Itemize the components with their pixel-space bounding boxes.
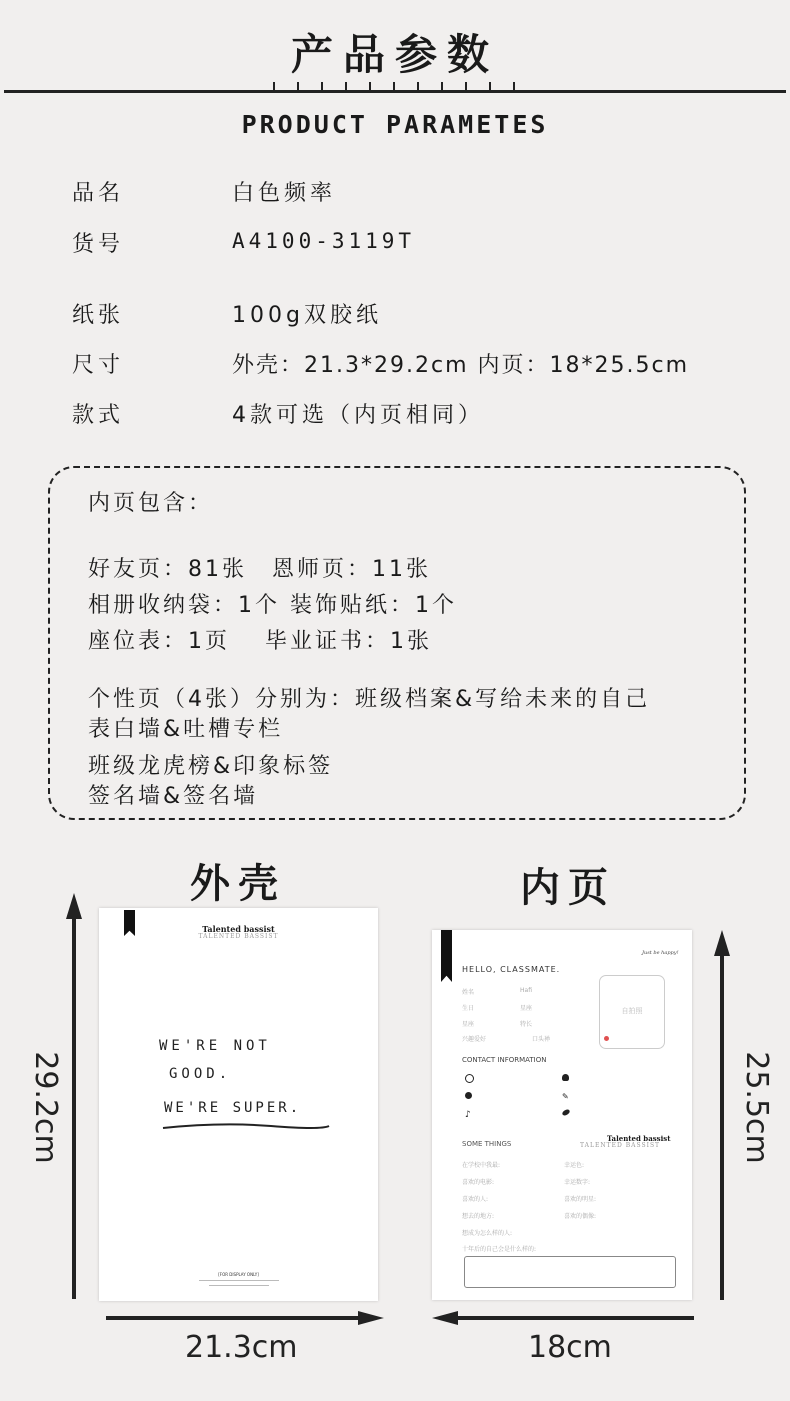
includes-line: 个性页（4张）分别为：班级档案&写给未来的自己 [88, 687, 651, 712]
inner-field: Hafi [520, 987, 532, 994]
cover-brand-sub: TALENTED BASSIST [198, 933, 279, 940]
inner-brand: Talented bassist [607, 1134, 671, 1143]
answer-box [464, 1256, 676, 1288]
param-value-sku: A4100-3119T [232, 229, 416, 253]
qq-icon [465, 1074, 474, 1083]
things-field: 喜欢的明星: [564, 1196, 597, 1203]
inner-height-arrow [708, 930, 738, 1300]
wechat-icon [562, 1074, 569, 1081]
includes-heading: 内页包含： [88, 491, 214, 516]
inner-page-image [432, 930, 692, 1300]
cover-slogan-line: GOOD. [169, 1066, 232, 1082]
things-field: 喜欢的电影: [462, 1179, 495, 1186]
contact-heading: CONTACT INFORMATION [462, 1056, 547, 1064]
things-field: 想去的地方: [462, 1213, 495, 1220]
inner-width-arrow [432, 1308, 694, 1328]
rule-tick [489, 82, 491, 90]
cover-slogan-line: WE'RE SUPER. [164, 1100, 302, 1116]
inner-field: 特长 [520, 1021, 533, 1028]
param-label-style: 款式 [72, 403, 125, 428]
inner-field: 姓名 [462, 989, 475, 996]
things-field: 在学校中我最: [462, 1162, 501, 1169]
includes-line: 好友页：81张 恩师页：11张 [88, 557, 431, 582]
includes-line: 相册收纳袋：1个 装饰贴纸：1个 [88, 593, 457, 618]
rule-tick [465, 82, 467, 90]
rule-tick [273, 82, 275, 90]
inner-field: 口头禅 [532, 1036, 551, 1043]
includes-line: 座位表：1页 毕业证书：1张 [88, 629, 432, 654]
param-value-name: 白色频率 [232, 181, 337, 206]
rule-tick [441, 82, 443, 90]
inner-hello: HELLO, CLASSMATE. [462, 965, 561, 974]
rule-tick [369, 82, 371, 90]
cover-footer-line [209, 1285, 269, 1286]
things-field: 喜欢的偶像: [564, 1213, 597, 1220]
cover-footer-line [199, 1280, 279, 1281]
things-field: 幸运数字: [564, 1179, 591, 1186]
bookmark-ribbon [441, 930, 452, 982]
inner-field: 兴趣爱好 [462, 1036, 487, 1043]
param-label-paper: 纸张 [72, 303, 125, 328]
param-value-style: 4款可选（内页相同） [232, 403, 484, 428]
inner-field: 星座 [520, 1005, 533, 1012]
includes-line: 表白墙&吐槽专栏 [88, 717, 284, 742]
param-value-paper: 100g双胶纸 [232, 303, 382, 328]
cover-footer-note: [FOR DISPLAY ONLY] [218, 1272, 259, 1277]
things-field: 喜欢的人: [462, 1196, 489, 1203]
things-field: 想成为怎么样的人: [462, 1230, 513, 1237]
inner-heading: 内页 [520, 864, 616, 911]
weibo-icon [465, 1092, 472, 1099]
cover-height-arrow [60, 893, 90, 1299]
cover-image [99, 908, 378, 1301]
cover-width-arrow [106, 1308, 384, 1328]
cover-slogan-line: WE'RE NOT [159, 1038, 271, 1054]
rule-tick [297, 82, 299, 90]
rule-tick [321, 82, 323, 90]
rule-tick [393, 82, 395, 90]
heart-icon [604, 1036, 609, 1041]
page-subtitle: PRODUCT PARAMETES [241, 110, 549, 139]
param-label-sku: 货号 [72, 232, 125, 257]
inner-width-label: 18cm [528, 1330, 612, 1365]
param-value-size: 外壳：21.3*29.2cm 内页：18*25.5cm [232, 353, 689, 378]
things-field: 幸运色: [564, 1162, 585, 1169]
inner-field: 星座 [462, 1021, 475, 1028]
inner-height-label: 25.5cm [738, 1051, 774, 1164]
cover-brand: Talented bassist [202, 924, 275, 934]
includes-line: 签名墙&签名墙 [88, 784, 259, 809]
inner-script-note: Just be happy! [642, 950, 679, 956]
things-field: 十年后的自己会是什么样的: [462, 1246, 537, 1253]
cover-height-label: 29.2cm [27, 1051, 63, 1164]
cover-heading: 外壳 [190, 860, 286, 907]
cover-width-label: 21.3cm [185, 1330, 298, 1365]
cover-underline [161, 1120, 331, 1134]
rule-tick [345, 82, 347, 90]
rule-tick [417, 82, 419, 90]
photo-frame [599, 975, 665, 1049]
fish-icon [561, 1108, 570, 1116]
param-label-size: 尺寸 [72, 353, 125, 378]
rule-tick [513, 82, 515, 90]
title-rule [4, 90, 786, 93]
inner-field: 生日 [462, 1005, 475, 1012]
inner-brand-sub: TALENTED BASSIST [580, 1142, 661, 1149]
page-title: 产品参数 [290, 30, 499, 79]
some-things-heading: SOME THINGS [462, 1140, 512, 1148]
tiktok-icon: ♪ [465, 1110, 471, 1120]
pen-icon: ✎ [562, 1092, 569, 1101]
photo-label: 自拍照 [621, 1007, 643, 1015]
includes-line: 班级龙虎榜&印象标签 [88, 754, 334, 779]
param-label-name: 品名 [72, 181, 125, 206]
